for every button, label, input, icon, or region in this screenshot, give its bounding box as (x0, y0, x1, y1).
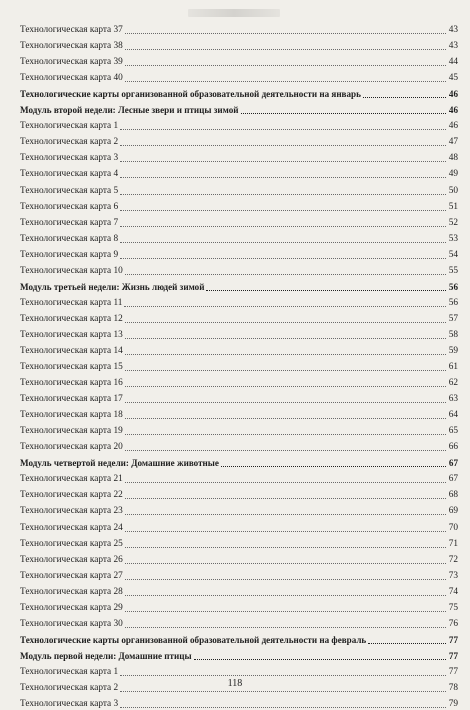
dot-leader (125, 65, 446, 66)
toc-entry (20, 566, 458, 582)
dot-leader (125, 274, 446, 275)
toc-entry-title: Технологическая карта 39 (20, 57, 123, 68)
toc-entry-page: 43 (448, 25, 458, 36)
toc-entry (20, 20, 458, 36)
dot-leader (120, 691, 446, 692)
toc-entry-page: 75 (448, 602, 458, 613)
toc-entry (20, 229, 458, 245)
dot-leader (125, 418, 446, 419)
toc-entry (20, 180, 458, 196)
dot-leader (125, 531, 446, 532)
toc-entry (20, 614, 458, 630)
toc-entry (20, 68, 458, 84)
toc-entry-title: Модуль второй недели: Лесные звери и птицы зимой (20, 105, 239, 116)
toc-entry-page: 46 (448, 105, 458, 116)
toc-entry-title: Технологическая карта 9 (20, 249, 119, 260)
dot-leader (125, 49, 446, 50)
dot-leader (125, 595, 446, 596)
dot-leader (125, 434, 446, 435)
toc-entry-page: 44 (448, 57, 458, 68)
toc-entry-page: 46 (448, 89, 458, 100)
toc-entry-title: Технологическая карта 3 (20, 699, 119, 710)
dot-leader (363, 97, 446, 98)
toc-entry-title: Технологическая карта 1 (20, 666, 119, 677)
toc-entry (20, 116, 458, 132)
toc-entry (20, 501, 458, 517)
toc-entry (20, 197, 458, 213)
toc-entry (20, 325, 458, 341)
toc-entry-page: 43 (448, 41, 458, 52)
toc-entry (20, 662, 458, 678)
toc-entry-page: 57 (448, 313, 458, 324)
toc-entry-title: Технологическая карта 21 (20, 474, 123, 485)
dot-leader (120, 177, 446, 178)
toc-entry-title: Технологическая карта 26 (20, 554, 123, 565)
toc-entry-title: Технологическая карта 29 (20, 602, 123, 613)
toc-entry-page: 51 (448, 201, 458, 212)
dot-leader (125, 627, 446, 628)
toc-entry-title: Модуль третьей недели: Жизнь людей зимой (20, 281, 205, 292)
toc-entry (20, 293, 458, 309)
toc-entry (20, 534, 458, 550)
dot-leader (120, 675, 446, 676)
dot-leader (368, 643, 446, 644)
toc-entry-title: Технологическая карта 19 (20, 426, 123, 437)
toc-entry-page: 46 (448, 121, 458, 132)
dot-leader (124, 306, 446, 307)
toc-entry (20, 309, 458, 325)
toc-entry-page: 73 (448, 570, 458, 581)
dot-leader (125, 579, 446, 580)
toc-entry-page: 74 (448, 586, 458, 597)
toc-entry (20, 132, 458, 148)
toc-entry-title: Технологическая карта 8 (20, 233, 119, 244)
dot-leader (125, 33, 446, 34)
dot-leader (125, 498, 446, 499)
toc-entry-page: 66 (448, 442, 458, 453)
toc-entry-page: 71 (448, 538, 458, 549)
toc-entry-page: 53 (448, 233, 458, 244)
toc-entry-page: 63 (448, 394, 458, 405)
toc-entry-page: 64 (448, 410, 458, 421)
toc-entry-title: Технологическая карта 23 (20, 506, 123, 517)
toc-entry-page: 78 (448, 682, 458, 693)
dot-leader (120, 129, 446, 130)
toc-entry (20, 357, 458, 373)
toc-entry-page: 58 (448, 329, 458, 340)
dot-leader (120, 194, 446, 195)
toc-entry-title: Технологическая карта 10 (20, 265, 123, 276)
toc-entry (20, 245, 458, 261)
toc-entry (20, 550, 458, 566)
toc-entry-page: 70 (448, 522, 458, 533)
toc-entry-page: 77 (448, 666, 458, 677)
toc-entry-page: 61 (448, 362, 458, 373)
toc-section-heading (20, 277, 458, 293)
toc-entry-title: Технологическая карта 7 (20, 217, 119, 228)
page-number: 118 (227, 678, 243, 689)
toc-entry-title: Технологическая карта 1 (20, 121, 119, 132)
toc-entry-page: 72 (448, 554, 458, 565)
dot-leader (241, 113, 446, 114)
toc-entry (20, 405, 458, 421)
toc-entry-page: 67 (448, 474, 458, 485)
toc-entry-title: Технологическая карта 30 (20, 618, 123, 629)
toc-entry-title: Технологическая карта 2 (20, 137, 119, 148)
toc-entry-title: Технологическая карта 6 (20, 201, 119, 212)
toc-entry (20, 437, 458, 453)
toc-entry-page: 48 (448, 153, 458, 164)
toc-entry (20, 341, 458, 357)
toc-entry-page: 49 (448, 169, 458, 180)
toc-entry (20, 485, 458, 501)
toc-entry-page: 77 (448, 634, 458, 645)
toc-entry-title: Модуль первой недели: Домашние птицы (20, 650, 192, 661)
toc-entry-page: 47 (448, 137, 458, 148)
dot-leader (125, 547, 446, 548)
toc-entry (20, 261, 458, 277)
dot-leader (194, 659, 446, 660)
toc-entry (20, 582, 458, 598)
dot-leader (120, 258, 446, 259)
toc-entry (20, 389, 458, 405)
toc-entry-page: 68 (448, 490, 458, 501)
toc-entry-page: 76 (448, 618, 458, 629)
dot-leader (125, 81, 446, 82)
toc-entry-title: Технологическая карта 20 (20, 442, 123, 453)
toc-entry-page: 62 (448, 378, 458, 389)
toc-entry-title: Технологическая карта 5 (20, 185, 119, 196)
toc-entry-title: Технологическая карта 28 (20, 586, 123, 597)
toc-entry-title: Технологическая карта 15 (20, 362, 123, 373)
toc-entry-page: 67 (448, 458, 458, 469)
toc-entry-title: Технологическая карта 17 (20, 394, 123, 405)
dot-leader (125, 611, 446, 612)
toc-section-heading (20, 453, 458, 469)
dot-leader (120, 242, 446, 243)
toc-entry-page: 65 (448, 426, 458, 437)
toc-entry-page: 50 (448, 185, 458, 196)
toc-entry-title: Технологическая карта 12 (20, 313, 123, 324)
dot-leader (125, 322, 446, 323)
toc-entry-title: Технологическая карта 11 (20, 297, 123, 308)
toc-entry (20, 36, 458, 52)
toc-entry-title: Технологическая карта 4 (20, 169, 119, 180)
dot-leader (125, 354, 446, 355)
dot-leader (120, 161, 446, 162)
toc-entry-title: Технологические карты организованной образовательной деятельности на февраль (20, 634, 367, 645)
toc-section-heading (20, 100, 458, 116)
toc-entry-page: 56 (448, 281, 458, 292)
toc-entry-page: 69 (448, 506, 458, 517)
faded-header-stamp (188, 9, 280, 17)
toc-entry-title: Технологические карты организованной образовательной деятельности на январь (20, 89, 361, 100)
toc-entry (20, 164, 458, 180)
dot-leader (125, 514, 446, 515)
dot-leader (120, 210, 446, 211)
toc-entry (20, 213, 458, 229)
toc-section-heading (20, 646, 458, 662)
toc-entry (20, 52, 458, 68)
toc-entry-title: Технологическая карта 25 (20, 538, 123, 549)
toc-entry-title: Технологическая карта 16 (20, 378, 123, 389)
toc-entry-page: 59 (448, 345, 458, 356)
dot-leader (125, 450, 446, 451)
toc-entry-title: Технологическая карта 22 (20, 490, 123, 501)
dot-leader (125, 370, 446, 371)
dot-leader (120, 226, 446, 227)
toc-entry-title: Технологическая карта 2 (20, 682, 119, 693)
toc-entry (20, 694, 458, 710)
dot-leader (125, 563, 446, 564)
toc-entry (20, 598, 458, 614)
dot-leader (125, 386, 446, 387)
toc-entry-page: 54 (448, 249, 458, 260)
toc-entry-page: 55 (448, 265, 458, 276)
toc-entry-page: 56 (448, 297, 458, 308)
table-of-contents (20, 20, 458, 710)
toc-section-heading (20, 84, 458, 100)
toc-entry (20, 148, 458, 164)
dot-leader (221, 466, 446, 467)
toc-entry (20, 421, 458, 437)
toc-entry-title: Технологическая карта 24 (20, 522, 123, 533)
toc-entry-page: 45 (448, 73, 458, 84)
dot-leader (120, 707, 446, 708)
toc-entry-page: 79 (448, 699, 458, 710)
toc-entry-title: Технологическая карта 38 (20, 41, 123, 52)
toc-entry-title: Технологическая карта 18 (20, 410, 123, 421)
dot-leader (125, 338, 446, 339)
dot-leader (125, 482, 446, 483)
toc-entry-page: 77 (448, 650, 458, 661)
toc-entry (20, 469, 458, 485)
dot-leader (206, 290, 446, 291)
toc-entry (20, 517, 458, 533)
toc-entry-title: Технологическая карта 3 (20, 153, 119, 164)
toc-entry-title: Технологическая карта 14 (20, 345, 123, 356)
toc-entry-title: Модуль четвертой недели: Домашние животные (20, 458, 219, 469)
toc-entry (20, 373, 458, 389)
toc-entry-page: 52 (448, 217, 458, 228)
toc-section-heading (20, 630, 458, 646)
toc-entry-title: Технологическая карта 40 (20, 73, 123, 84)
toc-entry-title: Технологическая карта 13 (20, 329, 123, 340)
toc-entry-title: Технологическая карта 27 (20, 570, 123, 581)
toc-entry-title: Технологическая карта 37 (20, 25, 123, 36)
dot-leader (125, 402, 446, 403)
dot-leader (120, 145, 446, 146)
